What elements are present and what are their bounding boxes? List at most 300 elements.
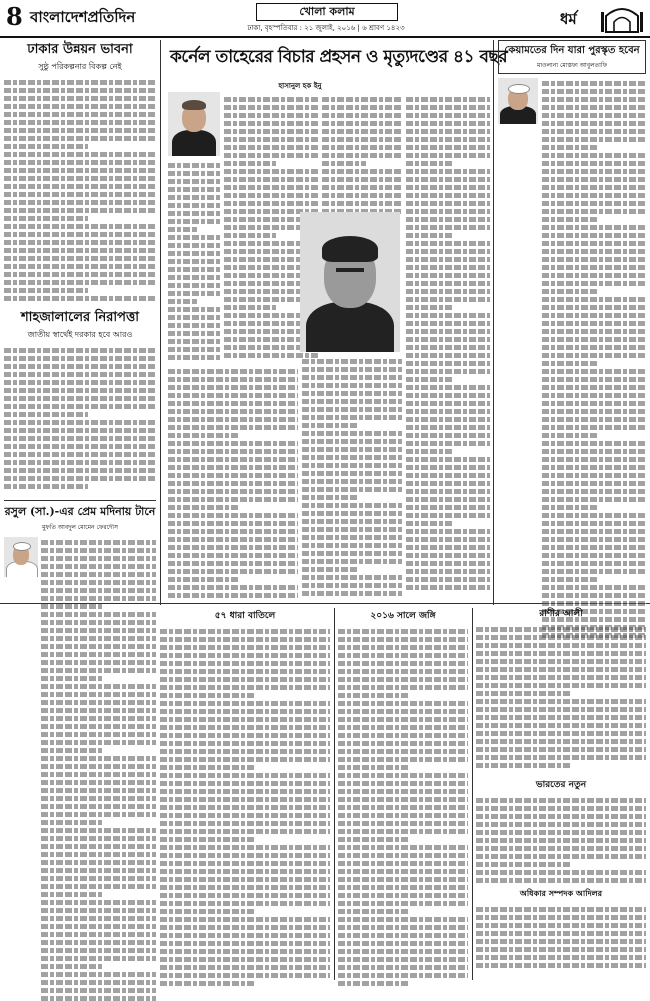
text-line (224, 201, 318, 206)
text-line (168, 497, 298, 502)
text-line (168, 585, 298, 590)
text-line (4, 428, 156, 433)
text-line (168, 537, 298, 542)
text-line (542, 177, 646, 182)
text-line (160, 957, 330, 962)
text-line (224, 137, 318, 142)
text-line (338, 909, 410, 914)
text-line (406, 185, 490, 190)
right-article-byline: মাওলানা মোস্তফা আবুলতাফি (537, 62, 607, 69)
text-line (41, 556, 156, 561)
section-right: ধর্ম (560, 10, 577, 28)
text-line (406, 153, 490, 158)
text-line (168, 243, 220, 248)
text-line (476, 798, 646, 803)
text-line (41, 676, 104, 681)
text-line (302, 383, 402, 388)
text-line (160, 805, 330, 810)
text-line (542, 553, 646, 558)
text-line (4, 404, 156, 409)
text-line (160, 741, 330, 746)
text-line (542, 409, 646, 414)
text-line (4, 420, 156, 425)
text-line (160, 765, 254, 770)
text-line (160, 701, 330, 706)
text-line (302, 439, 402, 444)
text-line (302, 423, 357, 428)
text-line (338, 765, 410, 770)
text-line (338, 749, 468, 754)
lead-body-col0 (168, 160, 220, 360)
text-line (542, 249, 646, 254)
text-line (406, 241, 490, 246)
text-line (302, 511, 402, 516)
text-line (542, 241, 646, 246)
text-line (476, 870, 646, 875)
text-line (338, 645, 468, 650)
text-line (406, 497, 490, 502)
text-line (542, 161, 646, 166)
author-photo (4, 537, 38, 577)
text-line (338, 733, 468, 738)
text-line (224, 177, 318, 182)
text-line (4, 80, 156, 85)
text-line (542, 185, 646, 190)
text-line (302, 503, 402, 508)
text-line (160, 885, 330, 890)
text-line (406, 545, 490, 550)
text-line (542, 369, 646, 374)
text-line (476, 846, 646, 851)
text-line (338, 885, 468, 890)
article-body (476, 795, 646, 885)
text-line (406, 313, 490, 318)
text-line (160, 757, 330, 762)
text-line (338, 653, 468, 658)
text-line (4, 248, 156, 253)
text-line (4, 348, 156, 353)
text-line (4, 128, 156, 133)
text-line (322, 193, 402, 198)
text-line (4, 96, 156, 101)
article-body (338, 626, 468, 990)
text-line (168, 385, 298, 390)
text-line (476, 755, 646, 760)
text-line (41, 932, 156, 937)
article-title: রাণীর আলী (539, 609, 583, 619)
text-line (160, 725, 330, 730)
text-line (476, 763, 570, 768)
text-line (168, 593, 298, 598)
text-line (302, 391, 402, 396)
text-line (338, 837, 410, 842)
text-line (160, 941, 330, 946)
left-column (4, 40, 156, 495)
text-line (542, 289, 599, 294)
text-line (476, 651, 646, 656)
text-line (41, 596, 156, 601)
text-line (302, 559, 402, 564)
text-line (338, 773, 468, 778)
text-line (41, 956, 156, 961)
text-line (160, 645, 330, 650)
text-line (41, 716, 156, 721)
text-line (160, 917, 330, 922)
text-line (338, 685, 468, 690)
text-line (406, 289, 490, 294)
article-body (476, 624, 646, 774)
text-line (542, 225, 646, 230)
text-line (168, 393, 298, 398)
column-rule (334, 608, 335, 980)
text-line (168, 465, 298, 470)
text-line (406, 521, 452, 526)
text-line (338, 893, 468, 898)
text-line (224, 233, 276, 238)
text-line (406, 121, 490, 126)
text-line (542, 129, 646, 134)
text-line (406, 401, 490, 406)
text-line (41, 796, 156, 801)
text-line (406, 489, 490, 494)
text-line (542, 505, 599, 510)
text-line (476, 955, 646, 960)
text-line (168, 235, 220, 240)
text-line (41, 804, 156, 809)
text-line (542, 521, 646, 526)
text-line (41, 828, 156, 833)
article-body (4, 77, 156, 302)
date-line: ঢাকা, বৃহস্পতিবার : ২১ জুলাই, ২০১৬ | ৬ শ্রাবণ ১৪২৩ (247, 24, 405, 32)
text-line (168, 171, 220, 176)
text-line (4, 388, 156, 393)
text-line (338, 973, 468, 978)
text-line (542, 537, 646, 542)
text-line (476, 814, 646, 819)
page-number: 8 (6, 2, 23, 31)
text-line (542, 329, 646, 334)
text-line (4, 356, 156, 361)
text-line (406, 225, 490, 230)
text-line (160, 949, 330, 954)
text-line (322, 161, 366, 166)
text-line (302, 471, 402, 476)
text-line (4, 176, 156, 181)
text-line (4, 396, 156, 401)
text-line (542, 313, 646, 318)
text-line (4, 468, 156, 473)
text-line (168, 259, 220, 264)
text-line (224, 153, 318, 158)
text-line (160, 877, 330, 882)
text-line (168, 417, 298, 422)
text-line (406, 345, 490, 350)
text-line (542, 561, 646, 566)
text-line (41, 836, 156, 841)
article-body (4, 345, 156, 495)
text-line (168, 211, 220, 216)
text-line (322, 169, 402, 174)
text-line (542, 529, 646, 534)
text-line (41, 924, 156, 929)
text-line (338, 829, 468, 834)
text-line (41, 964, 104, 969)
text-line (168, 315, 220, 320)
text-line (406, 513, 490, 518)
text-line (322, 177, 402, 182)
text-line (542, 457, 646, 462)
author-photo (498, 78, 538, 124)
text-line (168, 163, 220, 168)
text-line (160, 837, 254, 842)
text-line (302, 575, 402, 580)
text-line (476, 739, 646, 744)
text-line (168, 409, 298, 414)
text-line (41, 876, 156, 881)
article-title: রসুল (সা.)-এর প্রেম মদিনায় টানে (4, 500, 156, 522)
text-line (41, 708, 156, 713)
text-line (476, 675, 646, 680)
text-line (41, 884, 156, 889)
text-line (406, 321, 490, 326)
text-line (406, 537, 490, 542)
text-line (542, 425, 646, 430)
text-line (406, 473, 490, 478)
text-line (224, 113, 318, 118)
bottom-col1 (160, 608, 330, 990)
text-line (160, 693, 254, 698)
text-line (4, 288, 88, 293)
text-line (406, 585, 490, 590)
text-line (542, 545, 646, 550)
column-rule (493, 40, 494, 605)
text-line (168, 267, 220, 272)
text-line (322, 105, 402, 110)
text-line (338, 933, 468, 938)
text-line (168, 355, 220, 360)
article-body (160, 626, 330, 990)
text-line (302, 431, 402, 436)
text-line (542, 393, 646, 398)
text-line (160, 781, 330, 786)
text-line (4, 192, 156, 197)
text-line (338, 629, 468, 634)
text-line (476, 854, 646, 859)
text-line (4, 444, 156, 449)
text-line (168, 425, 298, 430)
text-line (41, 780, 156, 785)
text-line (406, 337, 490, 342)
text-line (406, 249, 490, 254)
text-line (41, 788, 156, 793)
text-line (338, 957, 468, 962)
text-line (224, 193, 318, 198)
text-line (160, 829, 330, 834)
text-line (302, 407, 402, 412)
text-line (4, 224, 156, 229)
article-title: ২০১৬ সালে জঙ্গি (370, 611, 436, 621)
text-line (41, 684, 156, 689)
text-line (542, 385, 646, 390)
text-line (476, 915, 646, 920)
text-line (338, 637, 468, 642)
text-line (41, 660, 156, 665)
lead-body-col3 (406, 94, 490, 594)
text-line (542, 145, 599, 150)
text-line (41, 612, 156, 617)
text-line (41, 700, 156, 705)
text-line (41, 820, 104, 825)
text-line (338, 797, 468, 802)
text-line (322, 201, 402, 206)
lead-title: কর্নেল তাহেরের বিচার প্রহসন ও মৃত্যুদণ্ডের ৪১ বছর (170, 47, 508, 67)
text-line (160, 773, 330, 778)
text-line (338, 669, 468, 674)
text-line (542, 113, 646, 118)
text-line (406, 385, 490, 390)
text-line (406, 353, 490, 358)
text-line (41, 948, 156, 953)
text-line (406, 201, 490, 206)
text-line (406, 129, 490, 134)
right-column (498, 40, 646, 638)
text-line (542, 465, 646, 470)
text-line (406, 465, 490, 470)
text-line (476, 627, 646, 632)
text-line (160, 933, 330, 938)
text-line (338, 757, 468, 762)
text-line (302, 367, 402, 372)
text-line (168, 291, 220, 296)
text-line (302, 519, 402, 524)
text-line (406, 217, 490, 222)
text-line (224, 305, 276, 310)
text-line (476, 691, 570, 696)
text-line (168, 203, 220, 208)
lead-body-col2 (322, 94, 402, 214)
text-line (302, 543, 402, 548)
text-line (322, 185, 402, 190)
text-line (41, 692, 156, 697)
text-line (302, 591, 402, 596)
text-line (4, 460, 156, 465)
text-line (160, 965, 330, 970)
text-line (41, 548, 156, 553)
article-title: শাহজালালের নিরাপত্তা (20, 310, 140, 325)
text-line (41, 756, 156, 761)
text-line (41, 628, 156, 633)
text-line (476, 838, 646, 843)
text-line (224, 121, 318, 126)
text-line (168, 323, 220, 328)
text-line (542, 121, 646, 126)
text-line (302, 535, 402, 540)
text-line (4, 272, 156, 277)
text-line (542, 169, 646, 174)
text-line (476, 806, 646, 811)
bottom-col2 (338, 608, 468, 990)
text-line (168, 299, 197, 304)
text-line (542, 593, 646, 598)
text-line (41, 580, 156, 585)
text-line (406, 265, 490, 270)
text-line (160, 677, 330, 682)
text-line (160, 869, 330, 874)
text-line (476, 747, 646, 752)
text-line (41, 868, 156, 873)
text-line (160, 733, 330, 738)
left-bottom-article (4, 500, 156, 1001)
text-line (160, 893, 330, 898)
text-line (4, 168, 156, 173)
text-line (302, 375, 402, 380)
text-line (168, 219, 220, 224)
text-line (160, 909, 254, 914)
text-line (224, 129, 318, 134)
text-line (224, 185, 318, 190)
text-line (542, 481, 646, 486)
text-line (542, 97, 646, 102)
article-subtitle: জাতীয় স্বার্থেই দরকার হবে আরও (27, 330, 133, 339)
text-line (4, 380, 156, 385)
text-line (4, 104, 156, 109)
text-line (4, 264, 156, 269)
text-line (41, 636, 156, 641)
text-line (476, 963, 646, 968)
text-line (168, 401, 298, 406)
text-line (338, 805, 468, 810)
text-line (160, 901, 330, 906)
text-line (302, 415, 402, 420)
text-line (542, 337, 646, 342)
text-line (41, 996, 156, 1001)
text-line (476, 723, 646, 728)
text-line (4, 120, 156, 125)
text-line (41, 852, 156, 857)
text-line (160, 853, 330, 858)
text-line (542, 305, 646, 310)
text-line (406, 457, 490, 462)
column-rule (160, 40, 161, 605)
text-line (338, 813, 468, 818)
text-line (338, 701, 468, 706)
text-line (322, 121, 402, 126)
text-line (542, 81, 646, 86)
text-line (168, 307, 220, 312)
text-line (406, 361, 490, 366)
text-line (168, 441, 298, 446)
text-line (542, 497, 646, 502)
text-line (476, 878, 646, 883)
text-line (322, 129, 402, 134)
text-line (4, 372, 156, 377)
text-line (4, 412, 88, 417)
text-line (406, 305, 452, 310)
text-line (224, 145, 318, 150)
text-line (542, 321, 646, 326)
text-line (41, 988, 156, 993)
text-line (168, 433, 240, 438)
text-line (160, 861, 330, 866)
text-line (168, 347, 220, 352)
text-line (542, 361, 599, 366)
text-line (41, 644, 156, 649)
text-line (322, 145, 402, 150)
text-line (4, 476, 156, 481)
text-line (542, 281, 646, 286)
text-line (168, 457, 298, 462)
text-line (406, 393, 490, 398)
